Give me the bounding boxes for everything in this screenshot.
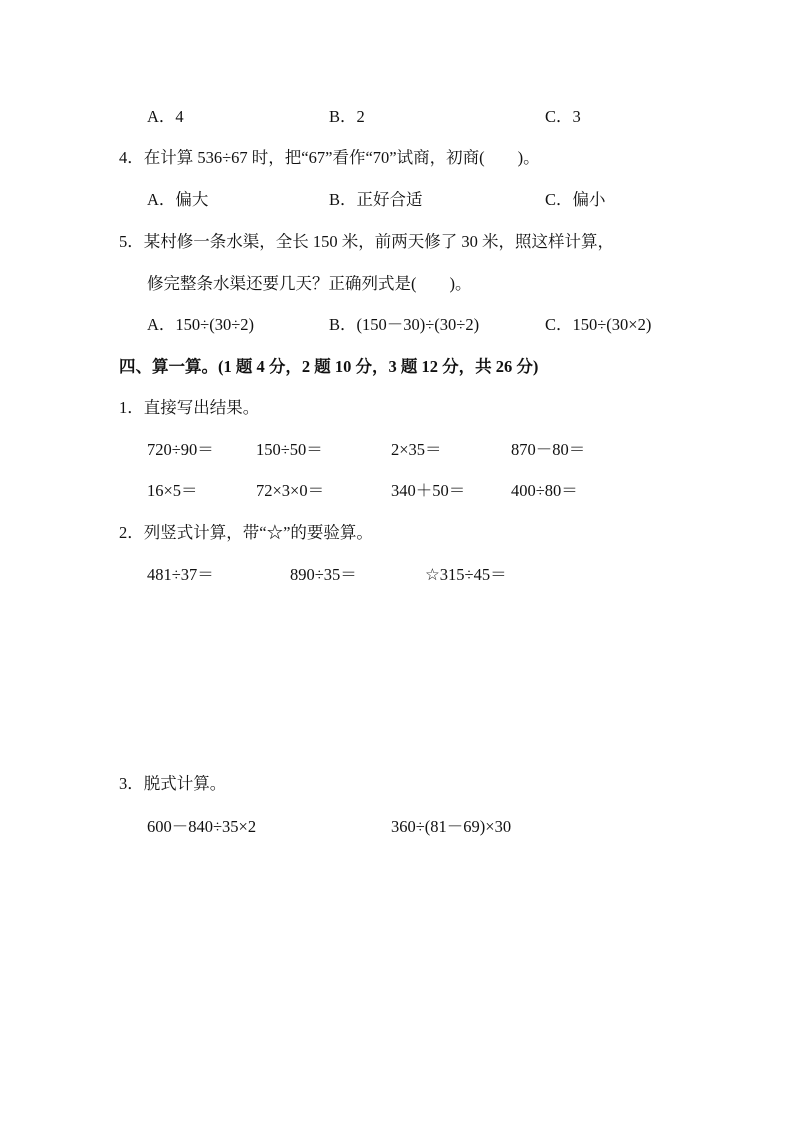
calc-item: 340＋50＝: [391, 481, 466, 500]
vertical-calc-item: 890÷35＝: [290, 565, 357, 584]
calc-item: 16×5＝: [147, 481, 198, 500]
calc-item: 870－80＝: [511, 440, 586, 459]
q4-option-b: B．正好合适: [329, 190, 423, 209]
q3-option-a: A．4: [147, 107, 184, 126]
vertical-calc-item: ☆315÷45＝: [425, 565, 507, 584]
q5-option-c: C．150÷(30×2): [545, 315, 652, 334]
part2-title: 2．列竖式计算，带“☆”的要验算。: [119, 523, 373, 542]
q4-option-c: C．偏小: [545, 190, 606, 209]
stepwise-calc-item: 600－840÷35×2: [147, 817, 257, 836]
stepwise-calc-item: 360÷(81－69)×30: [391, 817, 512, 836]
q5-stem-line2: 修完整条水渠还要几天？正确列式是( )。: [147, 274, 472, 293]
calc-item: 150÷50＝: [256, 440, 323, 459]
q4-stem: 4．在计算 536÷67 时，把“67”看作“70”试商，初商( )。: [119, 148, 540, 167]
q5-option-b: B．(150－30)÷(30÷2): [329, 315, 480, 334]
calc-item: 720÷90＝: [147, 440, 214, 459]
section-title: 四、算一算。(1 题 4 分，2 题 10 分，3 题 12 分，共 26 分): [119, 357, 539, 376]
calc-item: 2×35＝: [391, 440, 442, 459]
calc-item: 72×3×0＝: [256, 481, 325, 500]
calc-item: 400÷80＝: [511, 481, 578, 500]
vertical-calc-item: 481÷37＝: [147, 565, 214, 584]
q4-option-a: A．偏大: [147, 190, 209, 209]
q3-option-b: B．2: [329, 107, 365, 126]
q5-stem-line1: 5．某村修一条水渠，全长 150 米，前两天修了 30 米，照这样计算，: [119, 232, 614, 251]
q3-option-c: C．3: [545, 107, 581, 126]
q5-option-a: A．150÷(30÷2): [147, 315, 255, 334]
part1-title: 1．直接写出结果。: [119, 398, 260, 417]
part3-title: 3．脱式计算。: [119, 774, 227, 793]
